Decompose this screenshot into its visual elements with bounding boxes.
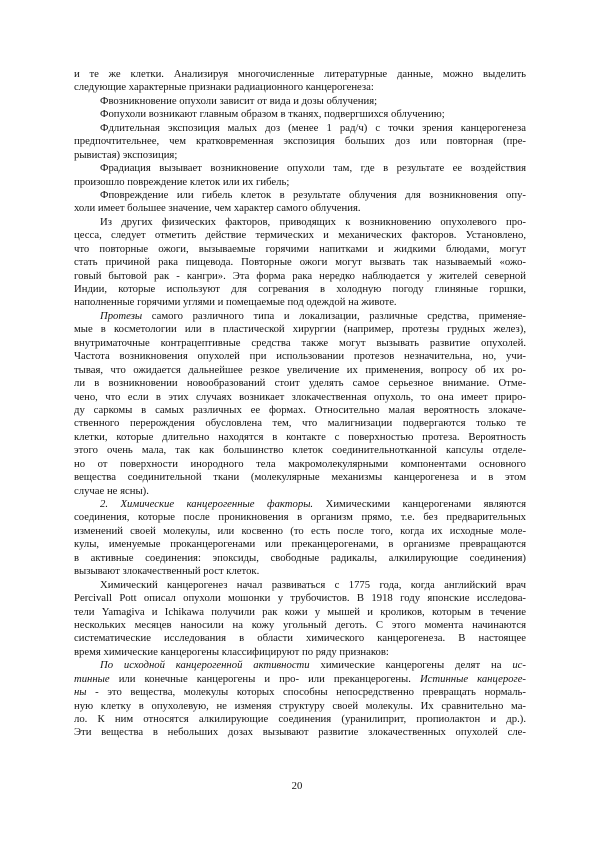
text-line: Percivall Pott описал опухоли мошонки у трубочистов. В 1918 году японские исследова-	[74, 592, 526, 605]
text-line: Фповреждение или гибель клеток в результате облучения для возникновения опу-	[100, 188, 526, 201]
text-line: мые в косметологии или в пластической хирургии (например, протезы грудных желез),	[74, 323, 526, 336]
text-line: тели Yamagiva и Ichikawa получили рак кожи у мышей и кроликов, которым в течение	[74, 605, 526, 618]
text-line: говый бытовой рак - кангри». Эта форма рака нередко наблюдается у жителей северной	[74, 269, 526, 282]
text-line: Химический канцерогенез начал развиваться с 1775 года, когда английский врач	[100, 578, 526, 591]
text-line: Фрадиация вызывает возникновение опухоли там, где в результате ее воздействия	[100, 162, 526, 175]
text-line: предпочтительнее, чем кратковременная экспозиция больших доз или повторная (пре-	[74, 135, 526, 148]
italic-run: ис-	[512, 659, 526, 672]
text-line: но от поверхности инородного тела макромолекулярными компонентами основного	[74, 457, 526, 470]
text-line: соединения, которые после проникновения в организм прямо, т.е. без предварительных	[74, 511, 526, 524]
text-line: Фопухоли возникают главным образом в тканях, подвергшихся облучению;	[100, 108, 445, 121]
text-line: произошло повреждение клеток или их гибель;	[74, 175, 290, 188]
text-line	[74, 673, 526, 686]
italic-run: По исходной канцерогенной активности	[100, 659, 310, 672]
text-run: - это вещества, молекулы которых способны непосредственно превращать нормаль-	[86, 686, 526, 699]
text-line: вещества соединительной ткани (молекулярные механизмы канцерогенеза и в этом	[74, 471, 526, 484]
page-number: 20	[291, 780, 303, 792]
text-line: ду саркомы в самых различных ее формах. Относительно малая вероятность злокаче-	[74, 403, 526, 416]
text-line: в активные соединения: эпоксиды, свободные радикалы, алкилирующие соединения)	[74, 551, 526, 564]
text-line: ло. К ним относятся алкилирующие соединения (уранилиприт, пропиолактон и др.).	[74, 713, 526, 725]
text-line: Частота возникновения опухолей при использовании протезов незначительна, но, учи-	[74, 350, 526, 363]
text-line: нескольких месяцев наносили на кожу угольный деготь. С этого момента начинаются	[74, 618, 526, 631]
text-line: рывистая) экспозиция;	[74, 148, 178, 161]
text-line: Из других физических факторов, приводящих к возникновению опухолевого про-	[100, 215, 526, 228]
text-line: наполненные горячими углями и помещаемые под одеждой на животе.	[74, 296, 397, 309]
text-line: внутриматочные контрацептивные средства также могут вызывать развитие опухолей.	[74, 336, 526, 349]
text-line: цесса, следует отметить действие термических и механических факторов. Установлено,	[74, 229, 526, 242]
text-line: тывая, что ожидается дальнейшее резкое увеличение их применения, вопросу об их ро-	[74, 363, 526, 376]
text-line: чено, что если в этих случаях возникает злокачественная опухоль, то она имеет приро-	[74, 390, 526, 403]
text-run: Химическими канцерогенами являются	[313, 498, 526, 510]
italic-run: тинные	[74, 672, 110, 685]
italic-run: Протезы	[100, 309, 143, 322]
text-line: ли в возникновении новообразований стоит уделять самое серьезное внимание. Отме-	[74, 377, 526, 390]
italic-run: Истинные канцероге-	[419, 672, 526, 685]
text-line: что повторные ожоги, вызываемые горячими напитками и жидкими блюдами, могут	[74, 242, 526, 255]
text-line: следующие характерные признаки радиационного канцерогенеза:	[74, 81, 374, 94]
text-line: Фвозникновение опухоли зависит от вида и дозы облучения;	[100, 94, 378, 107]
text-line: клетки, которые длительно находятся в контакте с поверхностью протеза. Вероятность	[74, 430, 526, 443]
text-line: случае не ясны).	[74, 484, 149, 497]
text-line: Фдлительная экспозиция малых доз (менее 1 рад/ч) с точки зрения канцерогенеза	[100, 121, 526, 134]
text-line: стать причиной рака пищевода. Повторные ожоги могут вызвать так называемый «ожо-	[74, 256, 526, 269]
text-line: и те же клетки. Анализируя многочисленные литературные данные, можно выделить	[74, 68, 526, 80]
text-line: время химические канцерогены классифицируют по ряду признаков:	[74, 645, 389, 658]
text-line: этого очень мала, так как большинство клеток соединительнотканной капсулы отделе-	[74, 444, 526, 457]
text-line: систематические исследования в области химического канцерогенеза. В настоящее	[74, 632, 526, 645]
text-line: Индии, которые используют для согревания в холодную погоду глиняные горшки,	[74, 283, 526, 295]
text-run: или конечные канцерогены и про- или преканцерогены.	[109, 672, 420, 685]
italic-run: ны	[74, 686, 87, 699]
text-line: Эти вещества в небольших дозах вызывают развитие злокачественных опухолей сле-	[74, 726, 526, 739]
text-line: вызывают злокачественный рост клеток.	[74, 565, 260, 578]
document-body	[74, 68, 526, 740]
text-line: ственного перерождения обусловлена тем, что малигнизации подвергаются только те	[74, 417, 526, 430]
text-line	[74, 686, 526, 699]
text-line: ную клетку в опухолевую, не изменяя структуру своей молекулы. Их сравнительно ма-	[74, 699, 526, 712]
text-line: холи имеет большее значение, чем характер самого облучения.	[74, 202, 361, 215]
text-run: химические канцерогены делят на	[309, 659, 513, 672]
text-line: изменений своей молекулы, или косвенно (то есть после того, когда их исходные моле-	[74, 524, 526, 537]
text-line	[74, 659, 526, 672]
text-line: кулы, именуемые проканцерогенами или преканцерогенами, в организме превращаются	[74, 538, 526, 551]
text-line	[74, 498, 526, 511]
italic-run: 2. Химические канцерогенные факторы.	[100, 498, 314, 510]
text-line	[74, 310, 526, 323]
text-run: самого различного типа и локализации, различные средства, применяе-	[142, 309, 526, 322]
